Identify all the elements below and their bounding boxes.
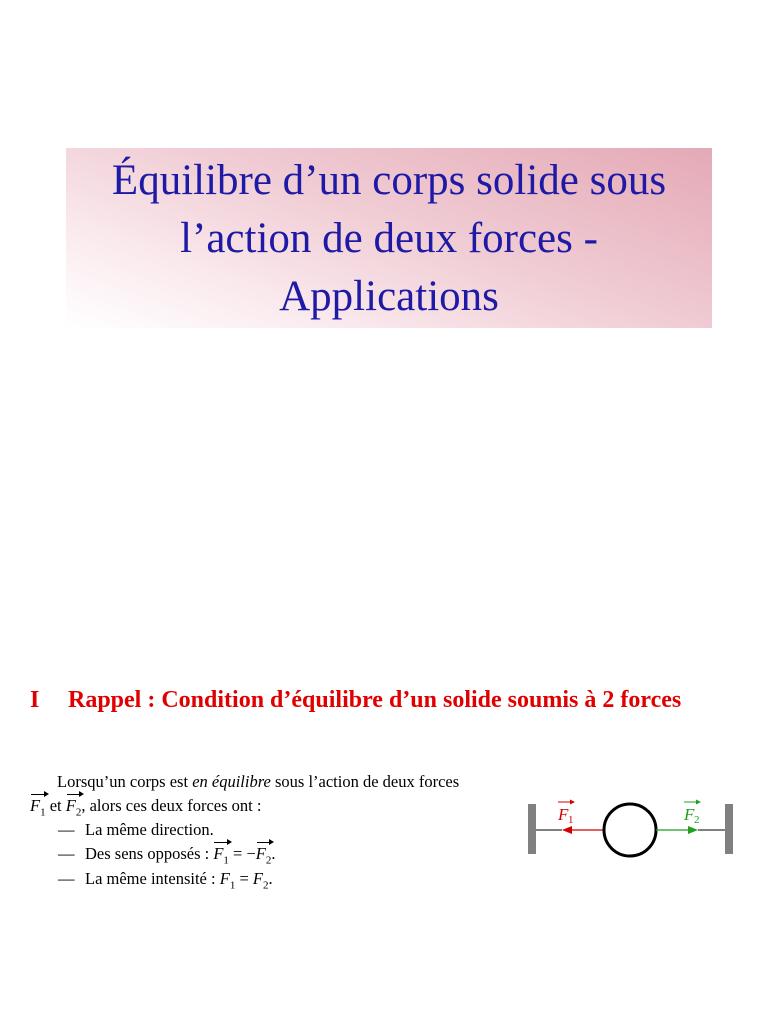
force-f1-arrowhead: [562, 826, 572, 834]
force-f2-arrowhead: [688, 826, 698, 834]
right-wall: [725, 804, 733, 854]
intro-end: sous l’action de deux forces: [270, 772, 460, 791]
intro-start: Lorsqu’un corps est: [57, 772, 193, 791]
list-item-intensite-text: La même intensité :: [85, 868, 220, 888]
title-line-1: Équilibre d’un corps solide sous: [111, 157, 667, 204]
section-number: I: [30, 687, 40, 713]
list-item-direction-text: La même direction.: [85, 820, 214, 840]
svg-text:F: F: [558, 805, 569, 824]
magnitude-f1: $F_1$: [219, 868, 236, 891]
svg-text:1: 1: [568, 814, 574, 826]
label-f1: [557, 800, 575, 827]
dash: —: [58, 844, 75, 864]
force-diagram: [520, 790, 750, 870]
vector-f2: $F_2$: [65, 796, 82, 819]
section-title: Rappel : Condition d’équilibre d’un solide soumis à 2 forces: [68, 687, 682, 713]
label-f2: [683, 800, 701, 827]
magnitude-f2: $F_2$: [252, 868, 269, 891]
equals-minus: = −: [228, 844, 256, 864]
intro-emphasis: en équilibre: [192, 772, 271, 791]
solid-body: [604, 804, 656, 856]
list-item-direction: [30, 818, 520, 842]
paragraph-line-2-end: , alors ces deux forces ont :: [81, 796, 262, 815]
body-text: [30, 770, 520, 897]
title-line-3: Applications: [279, 273, 499, 320]
vector-f1: $F_1$: [30, 796, 46, 819]
title-line-2: l’action de deux forces -: [180, 215, 598, 262]
paragraph-line-2: [30, 794, 520, 818]
paragraph-line-1: [30, 770, 520, 794]
list-item-sens: — Des sens opposés : $F_1 = -F_2$.: [58, 844, 276, 867]
svg-text:F: F: [684, 805, 695, 824]
title-box: [66, 148, 712, 328]
vector-f2: $F_2$: [255, 844, 272, 867]
connector-et: et: [45, 796, 66, 815]
list-item-intensite: — La même intensité : $F_1 = F_2$.: [58, 868, 273, 891]
svg-text:2: 2: [694, 814, 700, 826]
section-heading: [30, 683, 681, 717]
list-item-sens-text: Des sens opposés :: [85, 844, 214, 864]
left-wall: [528, 804, 536, 854]
dash: —: [58, 868, 75, 888]
dash: —: [58, 820, 75, 840]
vector-f1: $F_1$: [213, 844, 229, 867]
